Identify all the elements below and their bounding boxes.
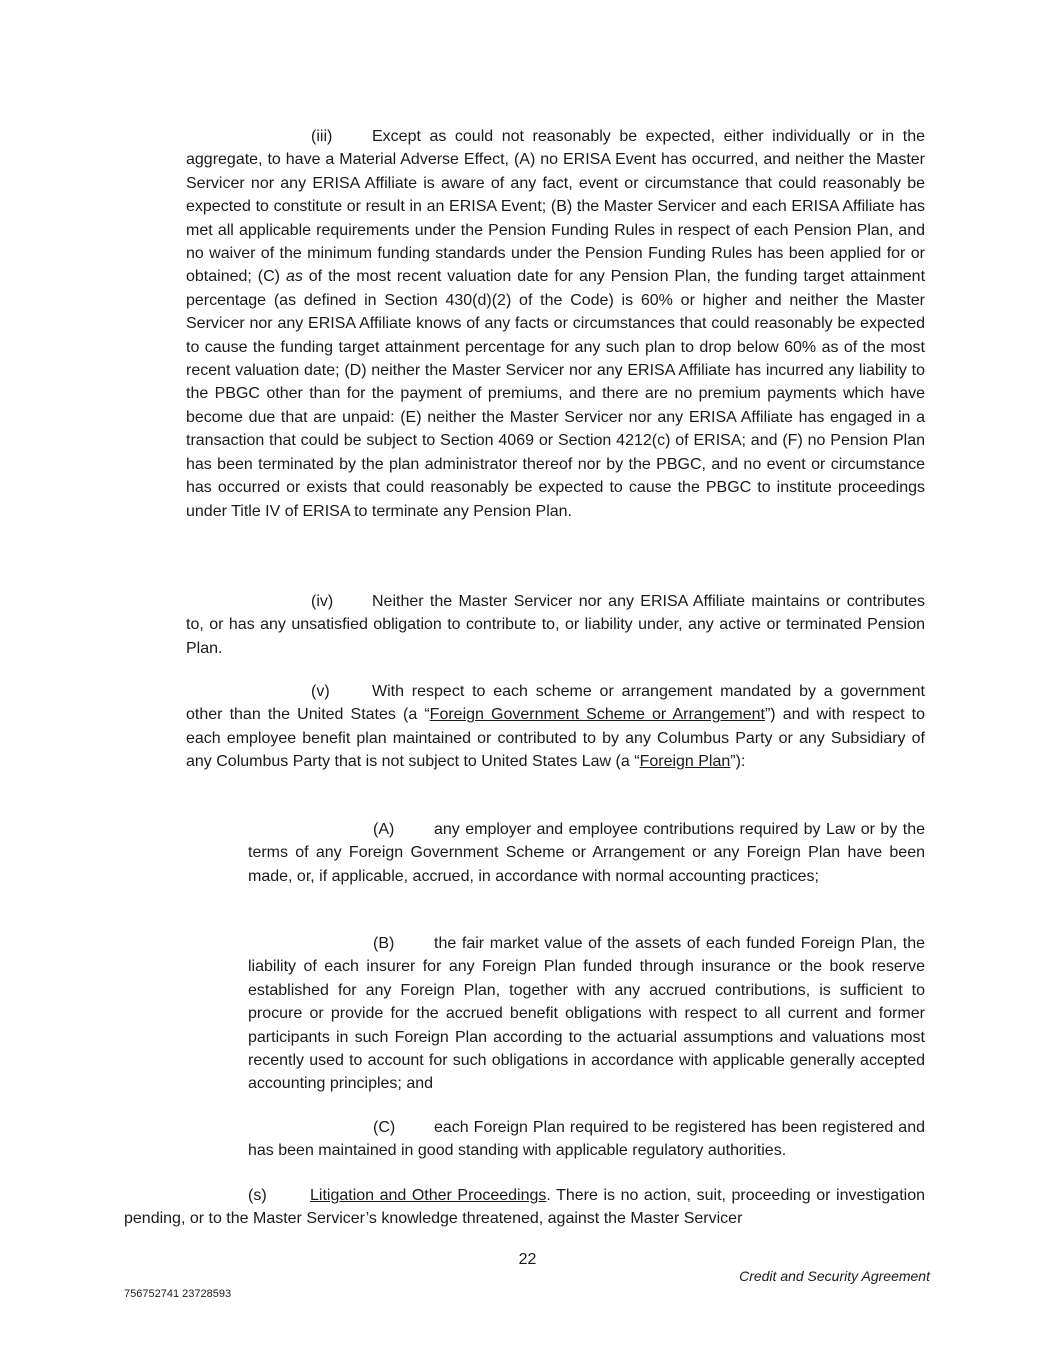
defined-term: Foreign Government Scheme or Arrangement	[429, 706, 765, 724]
paragraph-label: (C)	[373, 1119, 396, 1136]
paragraph-text: Except as could not reasonably be expected, either individually or in the aggregate, to have a Material Adverse Effect, (A) no ERISA Event has occurred, and neither the Master Servicer nor any ERISA Affiliate is aware of any fact, event or circumstance that could reasonably be expected to constitute or result in an ERISA Event; (B) the Master Servicer and each ERISA Affiliate has met all applicable requirements under the Pension Funding Rules in respect of each Pension Plan, and no waiver of the minimum funding standards under the Pension Funding Rules has been applied for or obtained; (C)	[186, 128, 925, 286]
italic-term: as	[285, 268, 303, 286]
defined-term: Foreign Plan	[639, 753, 731, 771]
paragraph-label: (B)	[373, 935, 395, 952]
paragraph-text: ”):	[730, 753, 746, 771]
paragraph-b	[248, 932, 925, 1096]
paragraph-a	[248, 818, 925, 888]
paragraph-text: With respect to each scheme or arrangement mandated by a government other than the United States (a “	[186, 683, 925, 724]
paragraph-iv	[186, 590, 925, 660]
paragraph-iii	[186, 125, 925, 523]
paragraph-label: (A)	[373, 821, 395, 838]
paragraph-s	[124, 1184, 925, 1231]
paragraph-label: (iii)	[311, 128, 333, 145]
paragraph-label: (iv)	[311, 593, 334, 610]
page-number: 22	[518, 1251, 537, 1268]
paragraph-text: of the most recent valuation date for any Pension Plan, the funding target attainment percentage (as defined in Section 430(d)(2) of the Code) is 60% or higher and neither the Master Servicer nor any ERISA Affiliate knows of any facts or circumstances that could reasonably be expected to cause the funding target attainment percentage for any such plan to drop below 60% as of the most recent valuation date; (D) neither the Master Servicer nor any ERISA Affiliate has incurred any liability to the PBGC other than for the payment of premiums, and there are no premium payments which have become due that are unpaid: (E) neither the Master Servicer nor any ERISA Affiliate has engaged in a transaction that could be subject to Section 4069 or Section 4212(c) of ERISA; and (F) no Pension Plan has been terminated by the plan administrator thereof nor by the PBGC, and no event or circumstance has occurred or exists that could reasonably be expected to cause the PBGC to institute proceedings under Title IV of ERISA to terminate any Pension Plan.	[186, 268, 926, 520]
paragraph-label: (s)	[248, 1187, 267, 1204]
paragraph-text: the fair market value of the assets of each funded Foreign Plan, the liability of each insurer for any Foreign Plan funded through insurance or the book reserve established for any Foreign Plan, together with any accrued contributions, is sufficient to procure or provide for the accrued benefit obligations with respect to all current and former participants in such Foreign Plan according to the actuarial assumptions and valuations most recently used to account for such obligations in accordance with applicable generally accepted accounting principles; and	[248, 935, 925, 1093]
paragraph-text: any employer and employee contributions required by Law or by the terms of any Foreign Government Scheme or Arrangement or any Foreign Plan have been made, or, if applicable, accrued, in accordance with normal accounting practices;	[248, 821, 925, 885]
section-heading: Litigation and Other Proceedings	[310, 1187, 547, 1204]
paragraph-text: Neither the Master Servicer nor any ERISA Affiliate maintains or contributes to, or has any unsatisfied obligation to contribute to, or liability under, any active or terminated Pension Plan.	[186, 593, 925, 657]
paragraph-label: (v)	[311, 683, 330, 700]
document-id: 756752741 23728593	[124, 1288, 232, 1300]
paragraph-text: each Foreign Plan required to be registered has been registered and has been maintained in good standing with applicable regulatory authorities.	[248, 1119, 925, 1160]
paragraph-text: . There is no action, suit, proceeding or investigation pending, or to the Master Servicer’s knowledge threatened, against the Master Servicer	[124, 1187, 925, 1228]
paragraph-c	[248, 1116, 925, 1163]
paragraph-text: ”) and with respect to each employee benefit plan maintained or contributed to by any Columbus Party or any Subsidiary of any Columbus Party that is not subject to United States Law (a “	[186, 706, 925, 771]
paragraph-v	[186, 680, 925, 774]
footer-document-title: Credit and Security Agreement	[739, 1268, 930, 1284]
